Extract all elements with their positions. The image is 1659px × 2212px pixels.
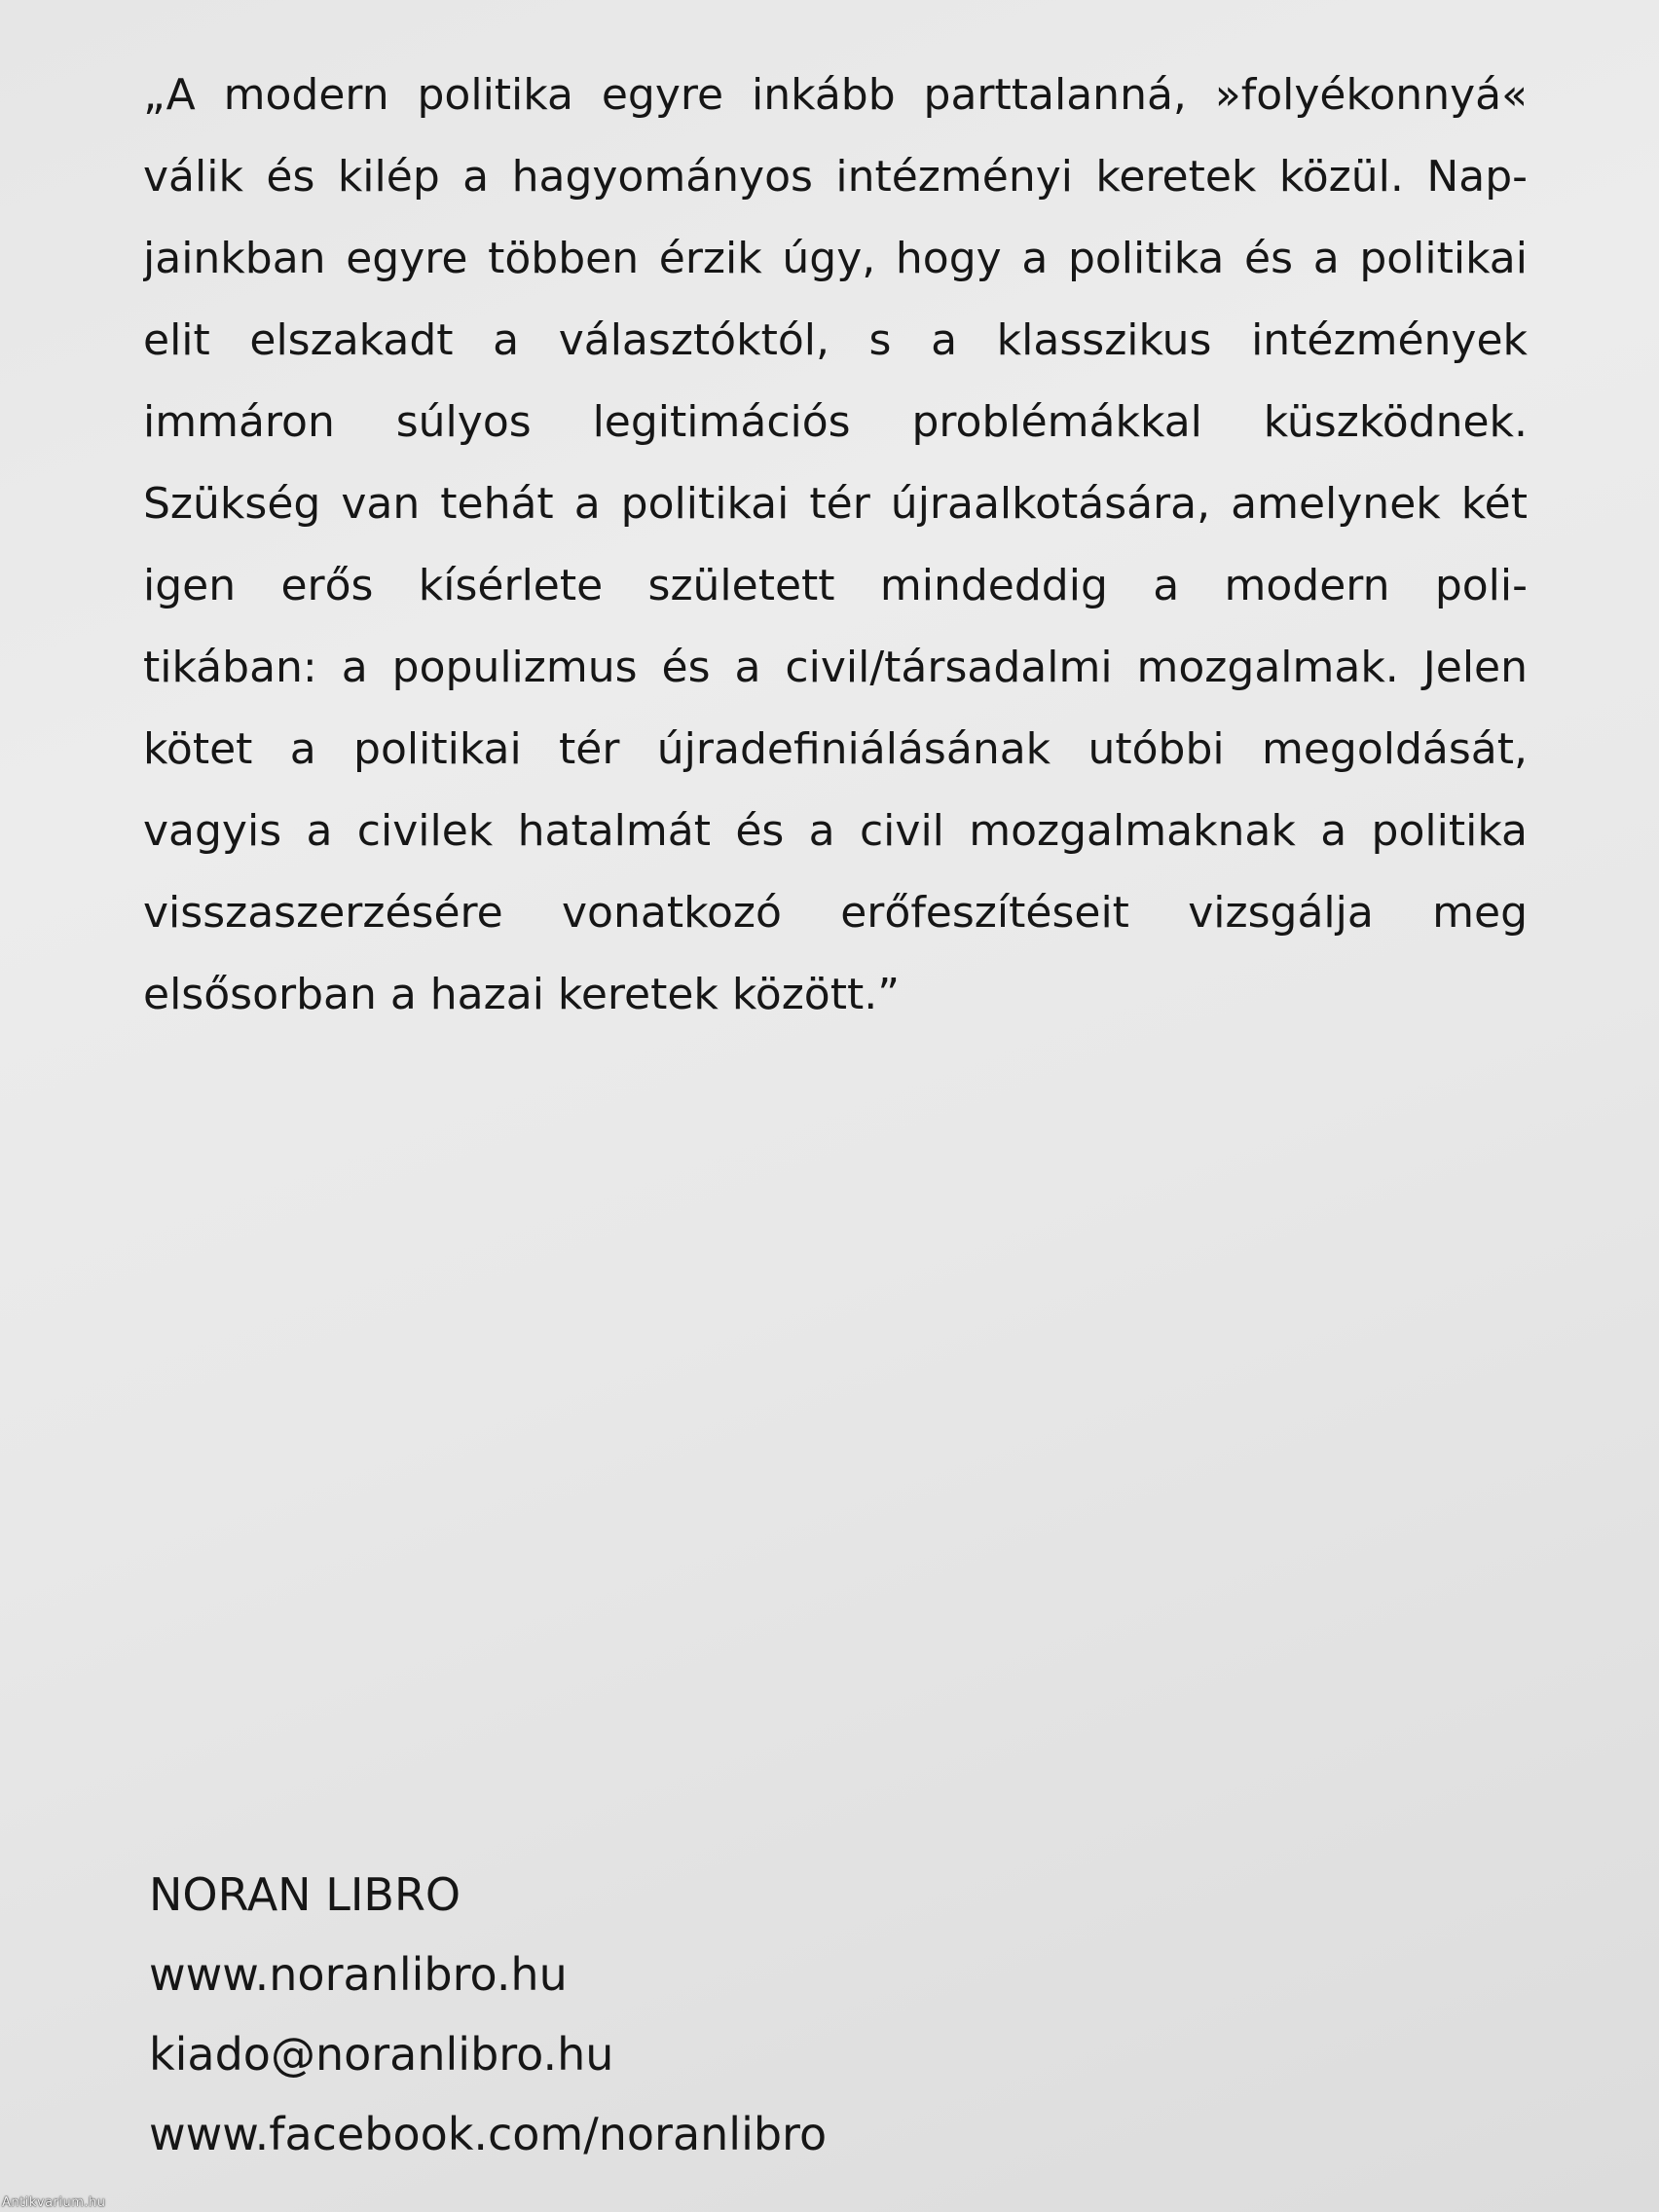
blurb-line: jainkban egyre többen érzik úgy, hogy a politika és a politikai: [143, 234, 1528, 283]
blurb-line: elsősorban a hazai keretek között.”: [143, 970, 901, 1019]
watermark: Antikvarium.hu: [2, 2195, 106, 2210]
publisher-website: www.noranlibro.hu: [149, 1948, 568, 2001]
blurb-line: immáron súlyos legitimációs problémákkal küszködnek.: [143, 397, 1528, 447]
blurb-line: „A modern politika egyre inkább parttalanná, »folyékonnyá«: [143, 70, 1528, 120]
blurb-line: Szükség van tehát a politikai tér újraalkotására, amelynek két: [143, 479, 1528, 529]
blurb-line: elit elszakadt a választóktól, s a klasszikus intézmények: [143, 315, 1528, 365]
blurb-paragraph: [143, 55, 1528, 1036]
blurb-line: vagyis a civilek hatalmát és a civil mozgalmaknak a politika: [143, 806, 1528, 856]
blurb-line: kötet a politikai tér újradefiniálásának utóbbi megoldását,: [143, 724, 1528, 774]
blurb-line: válik és kilép a hagyományos intézményi keretek közül. Nap-: [143, 152, 1528, 202]
publisher-info: [149, 1855, 827, 2174]
blurb-line: tikában: a populizmus és a civil/társadalmi mozgalmak. Jelen: [143, 643, 1528, 692]
publisher-name: NORAN LIBRO: [149, 1868, 461, 1921]
publisher-email: kiado@noranlibro.hu: [149, 2028, 614, 2081]
blurb-line: visszaszerzésére vonatkozó erőfeszítéseit vizsgálja meg: [143, 888, 1528, 938]
publisher-facebook: www.facebook.com/noranlibro: [149, 2108, 828, 2160]
blurb-line: igen erős kísérlete született mindeddig a modern poli-: [143, 561, 1528, 610]
